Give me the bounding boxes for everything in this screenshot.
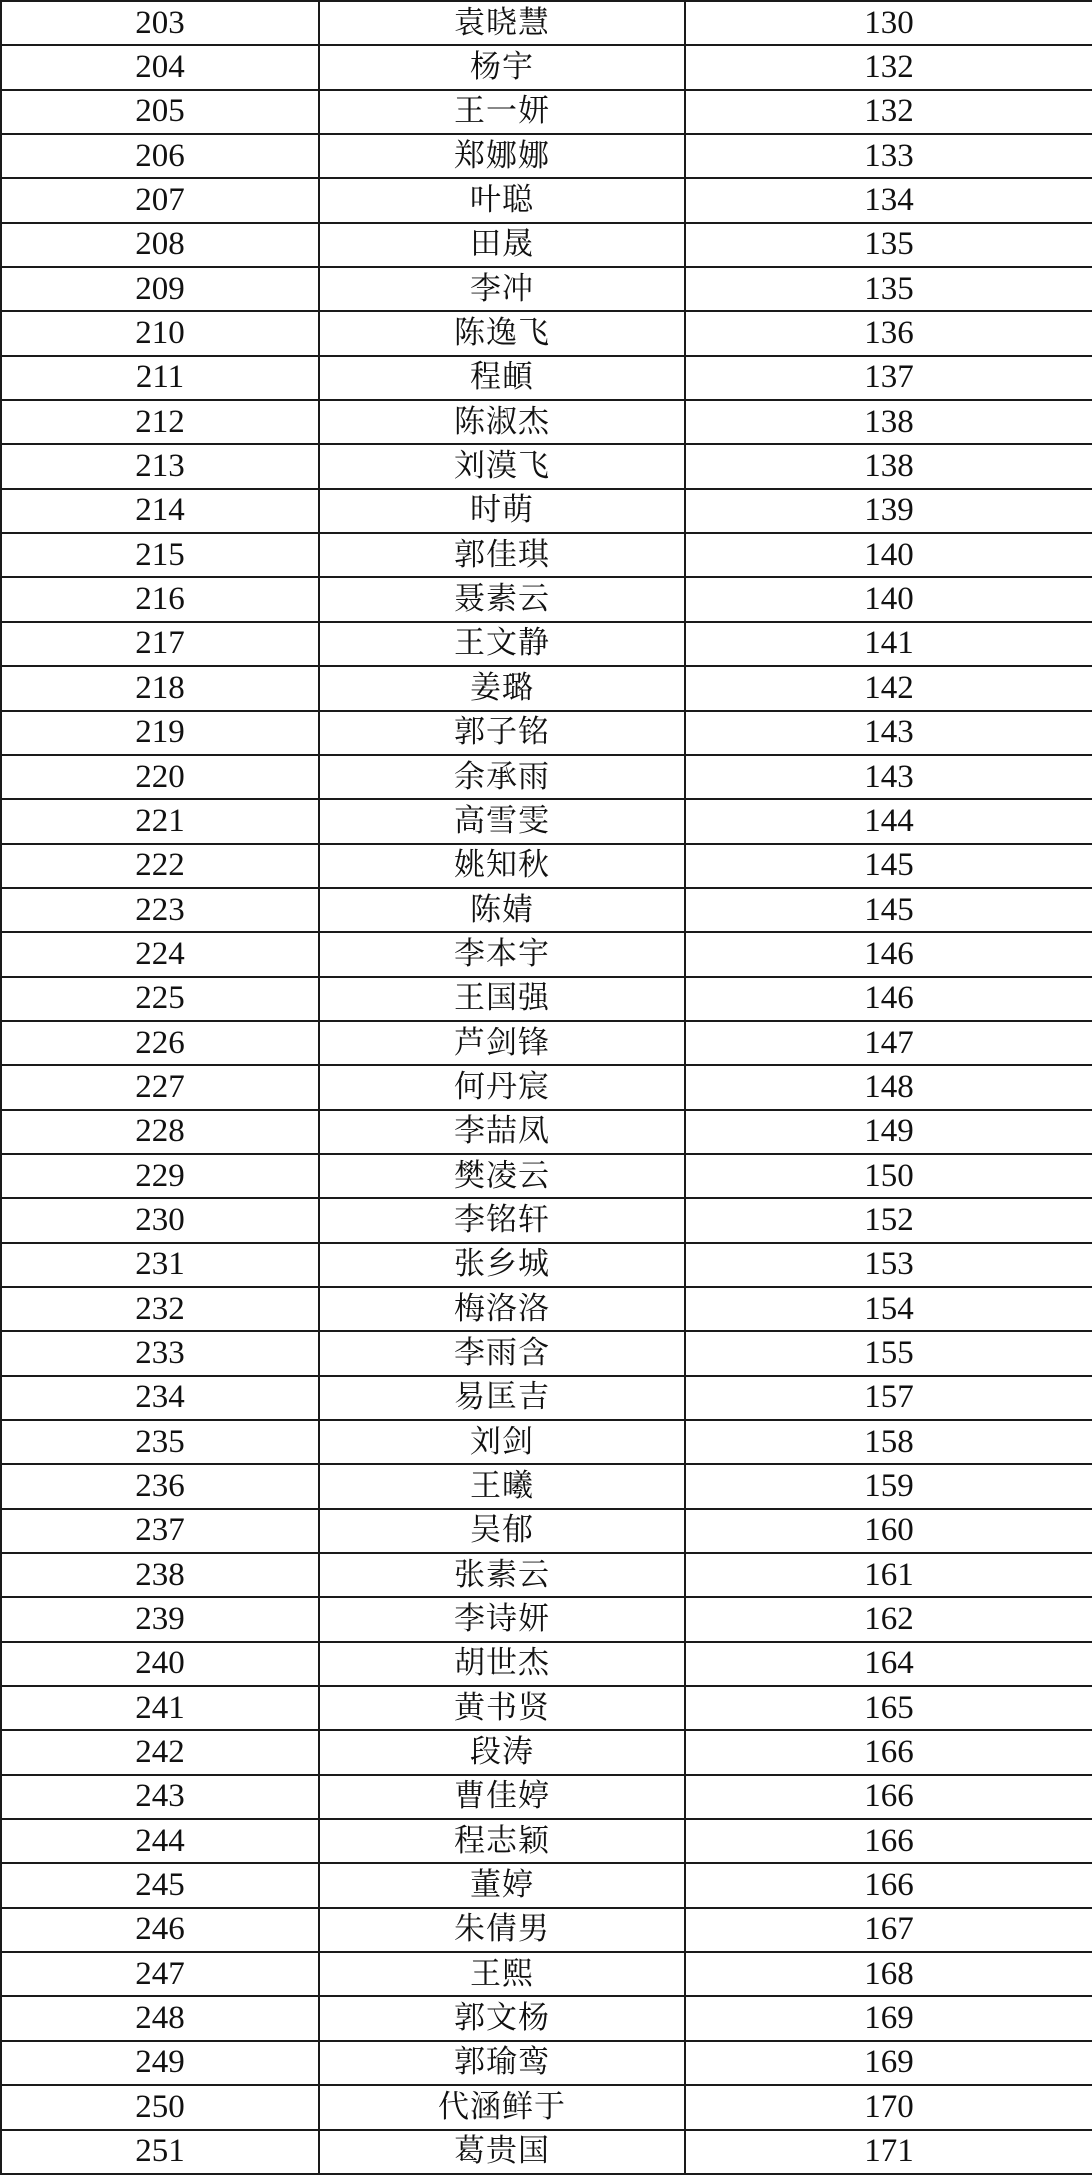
row-number-cell: 236 [1, 1464, 319, 1508]
table-row [1, 622, 1092, 666]
score-cell: 166 [685, 1819, 1092, 1863]
name-cell: 王国强 [319, 977, 685, 1021]
score-cell: 150 [685, 1154, 1092, 1198]
table-row [1, 1287, 1092, 1331]
table-row [1, 489, 1092, 533]
row-number-cell: 227 [1, 1065, 319, 1109]
name-cell: 刘剑 [319, 1420, 685, 1464]
name-cell: 程志颖 [319, 1819, 685, 1863]
name-cell: 程頔 [319, 356, 685, 400]
row-number-cell: 226 [1, 1021, 319, 1065]
row-number-cell: 243 [1, 1775, 319, 1819]
name-cell: 何丹宸 [319, 1065, 685, 1109]
name-cell: 易匡吉 [319, 1376, 685, 1420]
table-row [1, 2085, 1092, 2129]
row-number-cell: 218 [1, 666, 319, 710]
name-cell: 王文静 [319, 622, 685, 666]
score-cell: 165 [685, 1686, 1092, 1730]
score-cell: 160 [685, 1509, 1092, 1553]
name-cell: 郑娜娜 [319, 134, 685, 178]
table-row [1, 1420, 1092, 1464]
row-number-cell: 231 [1, 1243, 319, 1287]
name-cell: 郭子铭 [319, 711, 685, 755]
table-row [1, 977, 1092, 1021]
name-cell: 胡世杰 [319, 1642, 685, 1686]
row-number-cell: 251 [1, 2130, 319, 2174]
name-cell: 曹佳婷 [319, 1775, 685, 1819]
score-cell: 138 [685, 400, 1092, 444]
table-row [1, 1509, 1092, 1553]
row-number-cell: 217 [1, 622, 319, 666]
score-cell: 170 [685, 2085, 1092, 2129]
row-number-cell: 210 [1, 311, 319, 355]
table-row [1, 45, 1092, 89]
name-cell: 叶聪 [319, 178, 685, 222]
score-cell: 161 [685, 1553, 1092, 1597]
name-cell: 李雨含 [319, 1331, 685, 1375]
row-number-cell: 249 [1, 2041, 319, 2085]
table-row [1, 1021, 1092, 1065]
table-row [1, 577, 1092, 621]
name-cell: 董婷 [319, 1863, 685, 1907]
score-cell: 171 [685, 2130, 1092, 2174]
score-cell: 164 [685, 1642, 1092, 1686]
score-cell: 166 [685, 1775, 1092, 1819]
score-cell: 167 [685, 1908, 1092, 1952]
table-row [1, 1198, 1092, 1242]
row-number-cell: 229 [1, 1154, 319, 1198]
score-cell: 169 [685, 2041, 1092, 2085]
row-number-cell: 242 [1, 1730, 319, 1774]
score-cell: 146 [685, 932, 1092, 976]
row-number-cell: 214 [1, 489, 319, 533]
row-number-cell: 206 [1, 134, 319, 178]
score-cell: 166 [685, 1730, 1092, 1774]
score-cell: 140 [685, 577, 1092, 621]
table-row [1, 1243, 1092, 1287]
score-cell: 169 [685, 1996, 1092, 2040]
row-number-cell: 224 [1, 932, 319, 976]
table-row [1, 1863, 1092, 1907]
score-cell: 162 [685, 1597, 1092, 1641]
score-cell: 166 [685, 1863, 1092, 1907]
name-cell: 袁晓慧 [319, 1, 685, 45]
name-cell: 杨宇 [319, 45, 685, 89]
row-number-cell: 213 [1, 444, 319, 488]
score-cell: 153 [685, 1243, 1092, 1287]
score-cell: 154 [685, 1287, 1092, 1331]
name-cell: 姚知秋 [319, 844, 685, 888]
name-cell: 吴郁 [319, 1509, 685, 1553]
score-cell: 144 [685, 799, 1092, 843]
score-cell: 135 [685, 267, 1092, 311]
score-cell: 134 [685, 178, 1092, 222]
score-cell: 157 [685, 1376, 1092, 1420]
name-cell: 时萌 [319, 489, 685, 533]
table-row [1, 267, 1092, 311]
score-cell: 155 [685, 1331, 1092, 1375]
table-row [1, 400, 1092, 444]
name-cell: 陈淑杰 [319, 400, 685, 444]
table-row [1, 90, 1092, 134]
table-row [1, 223, 1092, 267]
row-number-cell: 220 [1, 755, 319, 799]
table-row [1, 1819, 1092, 1863]
name-cell: 李诗妍 [319, 1597, 685, 1641]
name-cell: 姜璐 [319, 666, 685, 710]
table-row [1, 533, 1092, 577]
table-row [1, 1, 1092, 45]
row-number-cell: 233 [1, 1331, 319, 1375]
score-cell: 152 [685, 1198, 1092, 1242]
name-cell: 李喆凤 [319, 1110, 685, 1154]
score-cell: 136 [685, 311, 1092, 355]
name-cell: 郭文杨 [319, 1996, 685, 2040]
score-cell: 140 [685, 533, 1092, 577]
score-cell: 137 [685, 356, 1092, 400]
row-number-cell: 204 [1, 45, 319, 89]
table-row [1, 932, 1092, 976]
table-row [1, 1065, 1092, 1109]
score-cell: 147 [685, 1021, 1092, 1065]
name-cell: 余承雨 [319, 755, 685, 799]
row-number-cell: 203 [1, 1, 319, 45]
name-cell: 田晟 [319, 223, 685, 267]
name-cell: 朱倩男 [319, 1908, 685, 1952]
score-cell: 135 [685, 223, 1092, 267]
name-cell: 刘漠飞 [319, 444, 685, 488]
row-number-cell: 207 [1, 178, 319, 222]
name-cell: 聂素云 [319, 577, 685, 621]
table-row [1, 1331, 1092, 1375]
score-cell: 159 [685, 1464, 1092, 1508]
row-number-cell: 216 [1, 577, 319, 621]
name-cell: 黄书贤 [319, 1686, 685, 1730]
row-number-cell: 240 [1, 1642, 319, 1686]
score-cell: 145 [685, 844, 1092, 888]
row-number-cell: 225 [1, 977, 319, 1021]
name-cell: 高雪雯 [319, 799, 685, 843]
name-cell: 李本宇 [319, 932, 685, 976]
row-number-cell: 221 [1, 799, 319, 843]
score-cell: 149 [685, 1110, 1092, 1154]
row-number-cell: 247 [1, 1952, 319, 1996]
name-cell: 王曦 [319, 1464, 685, 1508]
row-number-cell: 250 [1, 2085, 319, 2129]
table-row [1, 711, 1092, 755]
row-number-cell: 245 [1, 1863, 319, 1907]
name-cell: 李冲 [319, 267, 685, 311]
table-row [1, 1110, 1092, 1154]
score-cell: 130 [685, 1, 1092, 45]
score-cell: 143 [685, 755, 1092, 799]
table-row [1, 666, 1092, 710]
row-number-cell: 223 [1, 888, 319, 932]
table-row [1, 1775, 1092, 1819]
row-number-cell: 222 [1, 844, 319, 888]
table-row [1, 755, 1092, 799]
row-number-cell: 237 [1, 1509, 319, 1553]
row-number-cell: 235 [1, 1420, 319, 1464]
score-cell: 142 [685, 666, 1092, 710]
name-cell: 李铭轩 [319, 1198, 685, 1242]
row-number-cell: 241 [1, 1686, 319, 1730]
name-cell: 段涛 [319, 1730, 685, 1774]
score-cell: 148 [685, 1065, 1092, 1109]
name-cell: 张素云 [319, 1553, 685, 1597]
score-cell: 138 [685, 444, 1092, 488]
name-cell: 梅洛洛 [319, 1287, 685, 1331]
name-cell: 张乡城 [319, 1243, 685, 1287]
score-cell: 146 [685, 977, 1092, 1021]
score-table-body [1, 1, 1092, 2174]
row-number-cell: 232 [1, 1287, 319, 1331]
name-cell: 王熙 [319, 1952, 685, 1996]
row-number-cell: 228 [1, 1110, 319, 1154]
table-row [1, 134, 1092, 178]
score-cell: 132 [685, 45, 1092, 89]
score-cell: 168 [685, 1952, 1092, 1996]
name-cell: 葛贵国 [319, 2130, 685, 2174]
row-number-cell: 205 [1, 90, 319, 134]
name-cell: 郭瑜鸾 [319, 2041, 685, 2085]
name-cell: 陈逸飞 [319, 311, 685, 355]
score-cell: 132 [685, 90, 1092, 134]
name-cell: 芦剑锋 [319, 1021, 685, 1065]
row-number-cell: 211 [1, 356, 319, 400]
table-row [1, 356, 1092, 400]
name-cell: 陈婧 [319, 888, 685, 932]
table-row [1, 1376, 1092, 1420]
table-row [1, 444, 1092, 488]
table-row [1, 1908, 1092, 1952]
row-number-cell: 209 [1, 267, 319, 311]
table-row [1, 1952, 1092, 1996]
row-number-cell: 234 [1, 1376, 319, 1420]
score-cell: 145 [685, 888, 1092, 932]
name-cell: 樊凌云 [319, 1154, 685, 1198]
table-row [1, 1597, 1092, 1641]
table-row [1, 799, 1092, 843]
table-row [1, 844, 1092, 888]
row-number-cell: 244 [1, 1819, 319, 1863]
row-number-cell: 230 [1, 1198, 319, 1242]
row-number-cell: 219 [1, 711, 319, 755]
table-row [1, 1642, 1092, 1686]
row-number-cell: 248 [1, 1996, 319, 2040]
row-number-cell: 212 [1, 400, 319, 444]
table-row [1, 1154, 1092, 1198]
score-cell: 158 [685, 1420, 1092, 1464]
table-row [1, 2130, 1092, 2174]
table-row [1, 1996, 1092, 2040]
score-cell: 139 [685, 489, 1092, 533]
name-cell: 王一妍 [319, 90, 685, 134]
row-number-cell: 246 [1, 1908, 319, 1952]
score-cell: 143 [685, 711, 1092, 755]
name-cell: 郭佳琪 [319, 533, 685, 577]
row-number-cell: 208 [1, 223, 319, 267]
table-row [1, 1730, 1092, 1774]
table-row [1, 1686, 1092, 1730]
score-cell: 133 [685, 134, 1092, 178]
table-row [1, 1553, 1092, 1597]
name-cell: 代涵鲜于 [319, 2085, 685, 2129]
table-row [1, 1464, 1092, 1508]
table-row [1, 311, 1092, 355]
row-number-cell: 215 [1, 533, 319, 577]
table-row [1, 178, 1092, 222]
score-cell: 141 [685, 622, 1092, 666]
table-row [1, 2041, 1092, 2085]
table-row [1, 888, 1092, 932]
row-number-cell: 238 [1, 1553, 319, 1597]
row-number-cell: 239 [1, 1597, 319, 1641]
